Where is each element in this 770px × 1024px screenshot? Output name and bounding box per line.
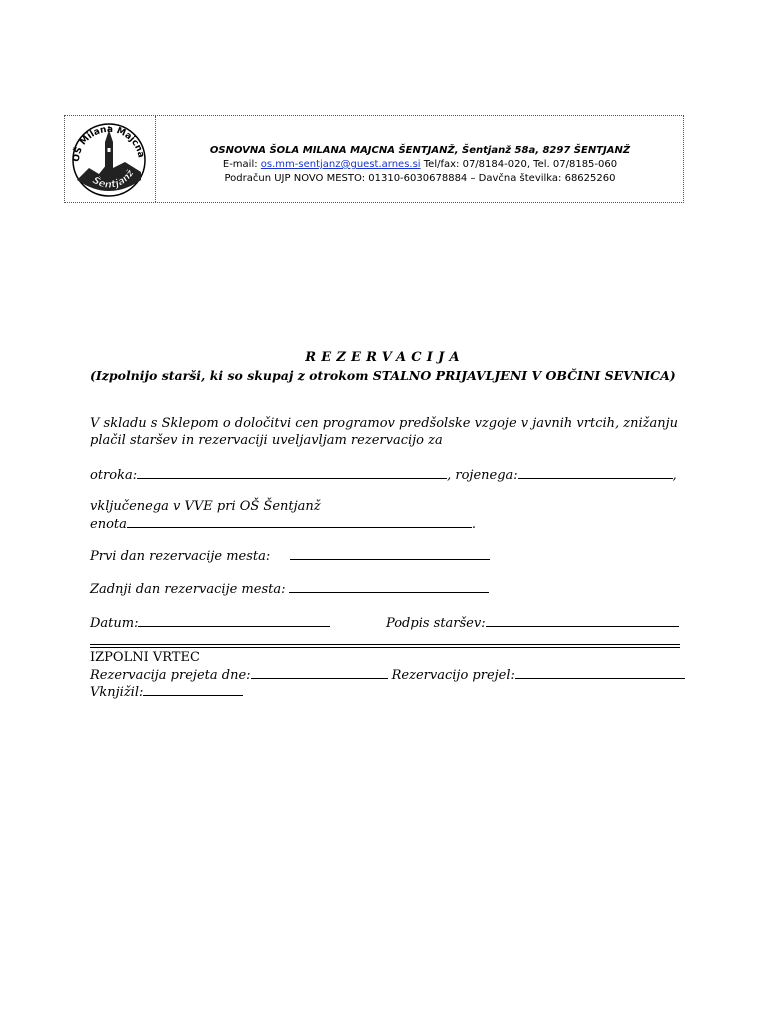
last-day-label: Zadnji dan rezervacije mesta: <box>90 582 286 597</box>
child-row: otroka: , rojenega: , <box>90 468 677 483</box>
enrolled-line: vključenega v VVE pri OŠ Šentjanž <box>90 499 321 514</box>
last-day-row <box>90 580 489 597</box>
unit-row: enota . <box>90 517 477 532</box>
booked-field[interactable] <box>143 683 243 696</box>
child-label: otroka: <box>90 468 138 483</box>
form-title: REZERVACIJA <box>305 350 465 365</box>
date-field[interactable] <box>138 614 330 627</box>
school-name: OSNOVNA ŠOLA MILANA MAJCNA ŠENTJANŽ, Šentjanž 58a, 8297 ŠENTJANŽ <box>209 145 631 156</box>
birth-date-field[interactable] <box>518 466 673 479</box>
born-label: , rojenega: <box>447 468 518 483</box>
letterhead-text <box>155 116 685 202</box>
signature-field[interactable] <box>486 614 679 627</box>
booked-label: Vknjižil: <box>90 685 144 700</box>
contact-line: E-mail: os.mm-sentjanz@guest.arnes.si Tel/fax: 07/8184-020, Tel. 07/8185-060 <box>222 159 618 170</box>
last-day-field[interactable] <box>289 580 489 593</box>
signature-label: Podpis staršev: <box>386 616 486 631</box>
divider <box>90 644 680 645</box>
svg-text:OŠ Milana Majcna: OŠ Milana Majcna <box>71 124 146 163</box>
received-date-label: Rezervacija prejeta dne: <box>90 668 251 683</box>
received-date-field[interactable] <box>251 666 388 679</box>
first-day-row <box>90 547 490 564</box>
first-day-field[interactable] <box>290 547 490 560</box>
date-label: Datum: <box>90 616 139 631</box>
child-name-field[interactable] <box>137 466 447 479</box>
first-day-label: Prvi dan rezervacije mesta: <box>90 549 271 564</box>
svg-text:Šentjanž: Šentjanž <box>90 168 137 191</box>
divider <box>90 647 680 648</box>
school-logo <box>69 122 149 198</box>
signature-row <box>386 614 679 631</box>
form-subtitle: (Izpolnijo starši, ki so skupaj z otrokom STALNO PRIJAVLJENI V OBČINI SEVNICA) <box>90 368 676 383</box>
letterhead <box>64 115 684 203</box>
received-row <box>90 666 685 683</box>
logo-cell <box>65 116 156 202</box>
intro-line-2: plačil staršev in rezervaciji uveljavljam rezervacijo za <box>90 433 443 448</box>
unit-field[interactable] <box>127 515 472 528</box>
kindergarten-heading: IZPOLNI VRTEC <box>90 650 200 665</box>
received-by-field[interactable] <box>515 666 685 679</box>
unit-label: enota <box>90 517 127 532</box>
email-link[interactable]: os.mm-sentjanz@guest.arnes.si <box>260 159 421 170</box>
account-line: Podračun UJP NOVO MESTO: 01310-6030678884 – Davčna številka: 68625260 <box>224 173 616 184</box>
date-row <box>90 614 330 631</box>
intro-line-1: V skladu s Sklepom o določitvi cen programov predšolske vzgoje v javnih vrtcih, znižanju <box>90 416 679 431</box>
received-by-label: Rezervacijo prejel: <box>387 668 515 683</box>
booked-row <box>90 683 243 700</box>
